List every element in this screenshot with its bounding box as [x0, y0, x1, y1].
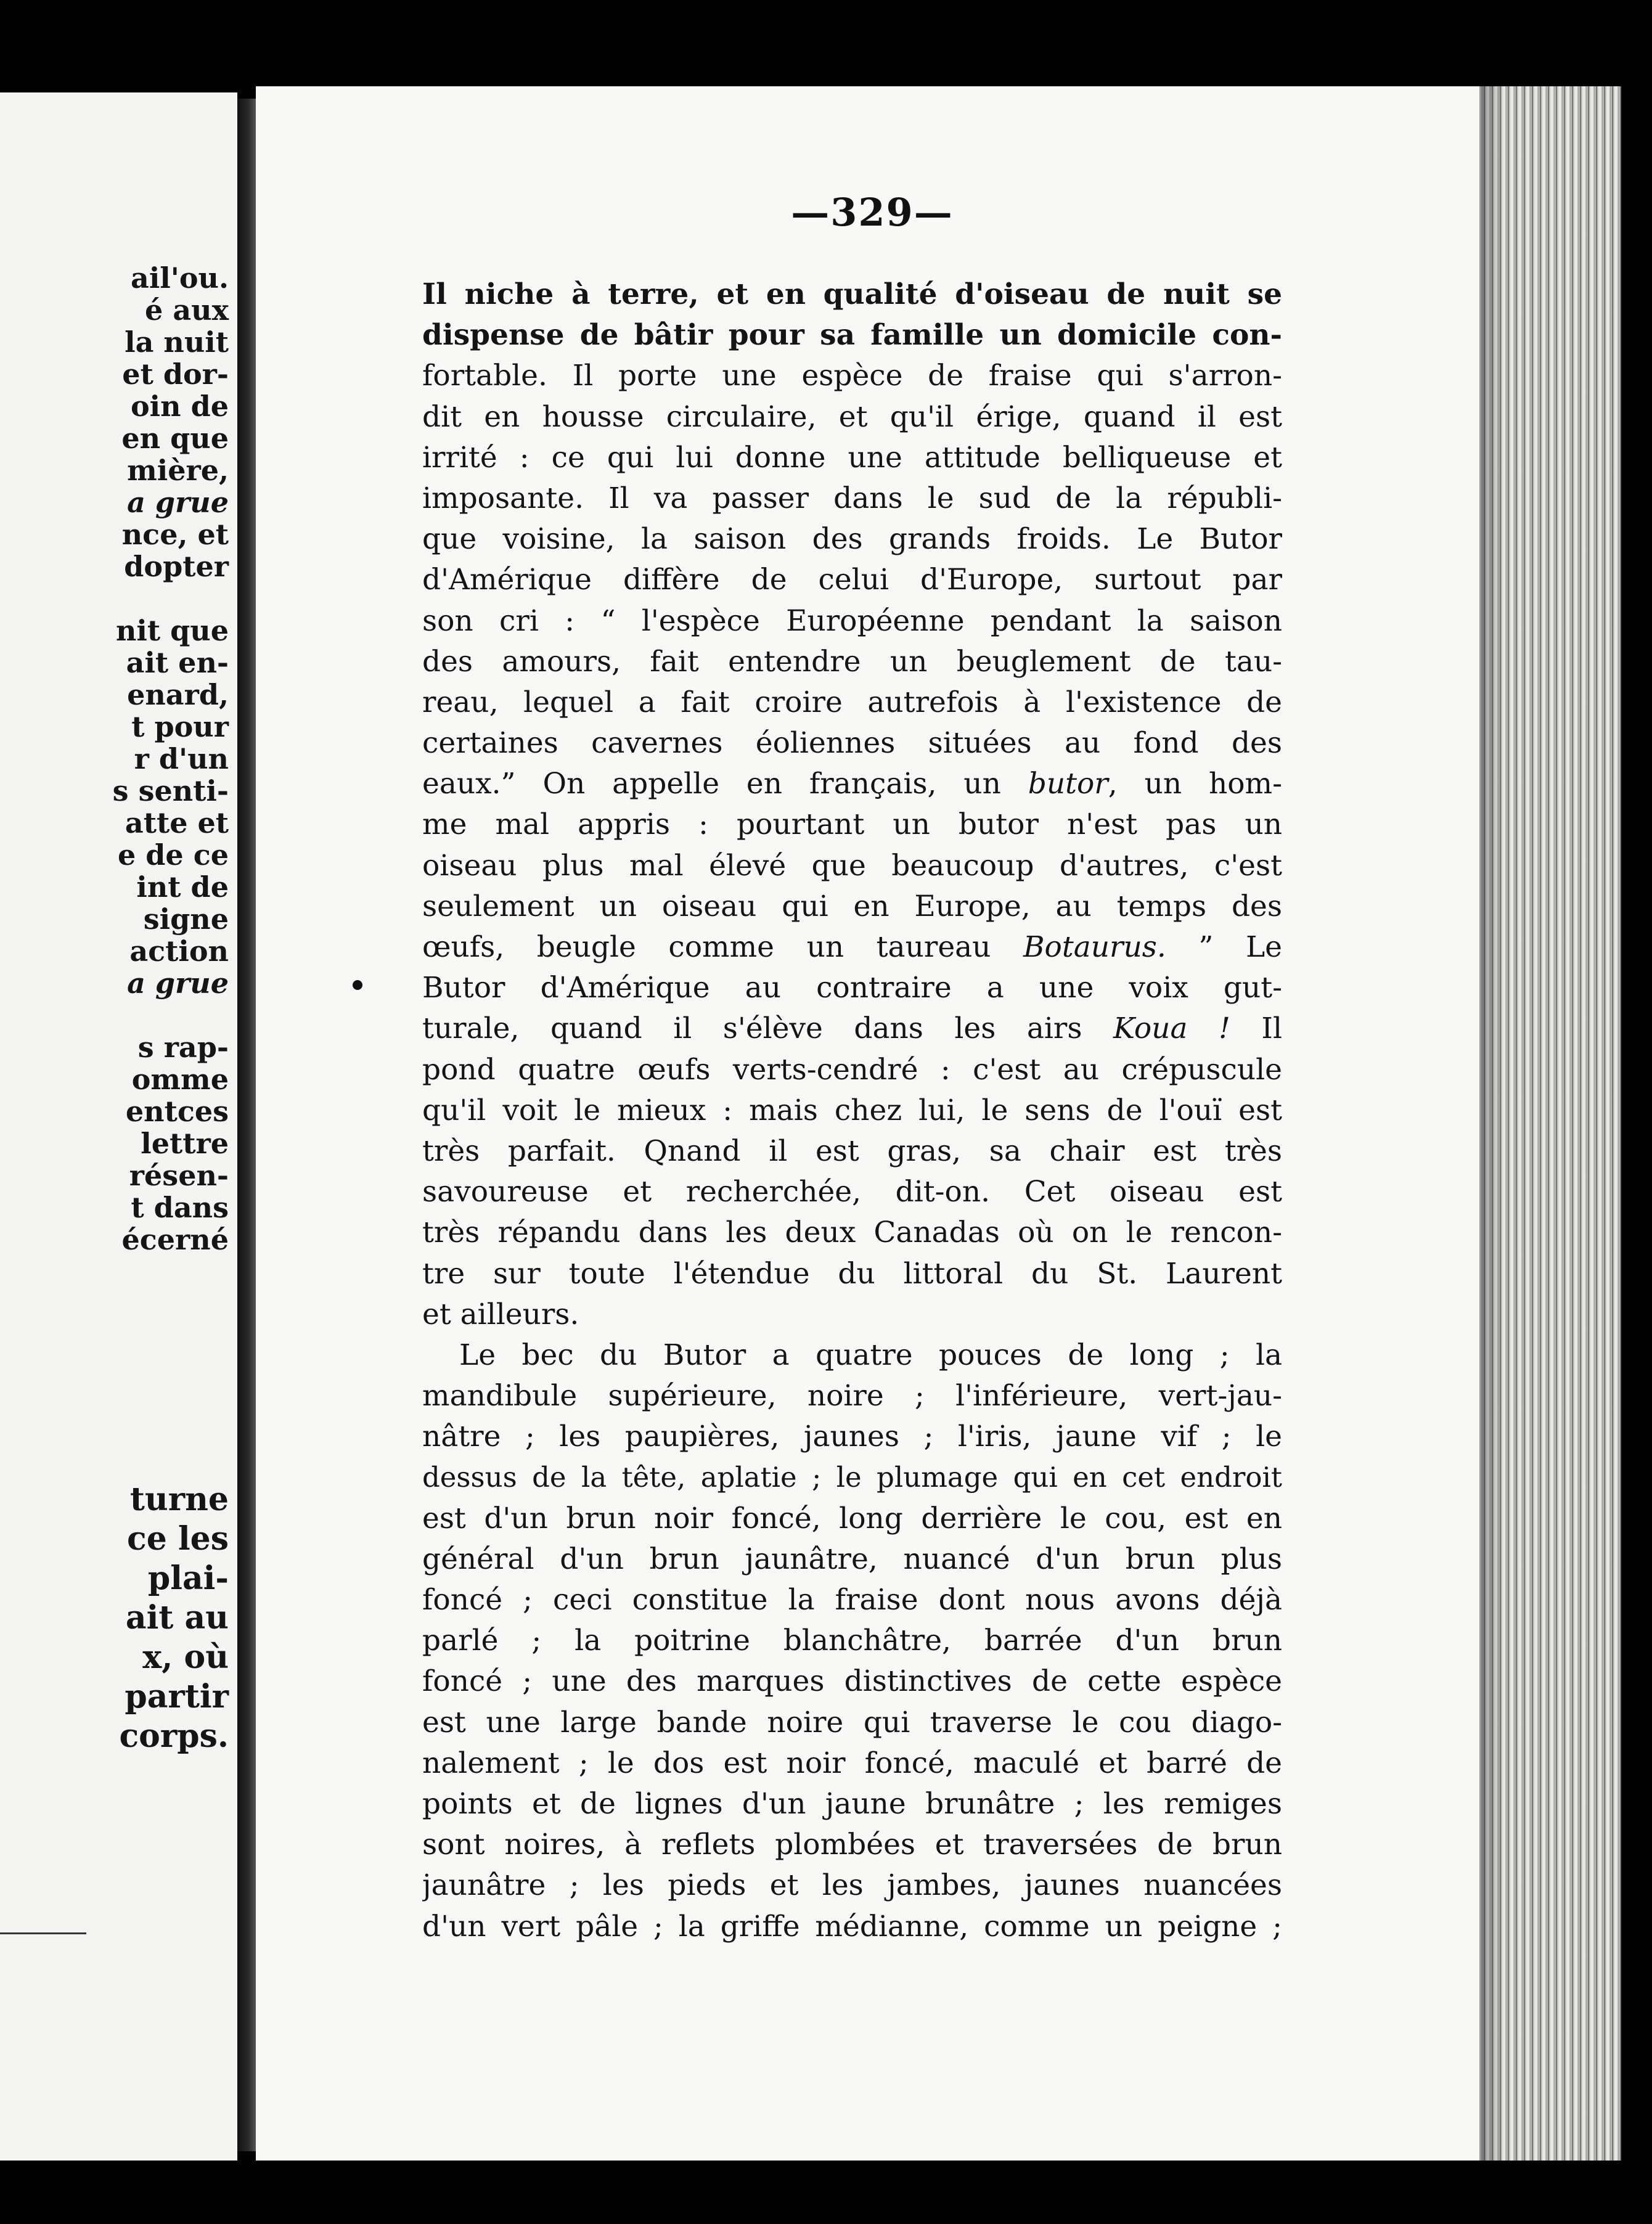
left-spacer [0, 1320, 229, 1352]
text-line: Il niche à terre, et en qualité d'oiseau de nuit se [422, 277, 1282, 311]
left-line: a grue [127, 967, 229, 1000]
left-spacer [0, 1352, 229, 1384]
left-line: dopter [124, 550, 229, 583]
text-line: fortable. Il porte une espèce de fraise qui s'arron- [422, 359, 1282, 393]
left-line: et dor- [122, 358, 229, 391]
text-line: dit en housse circulaire, et qu'il érige, quand il est [422, 399, 1282, 434]
left-line: lettre [141, 1127, 229, 1160]
left-line: x, où [142, 1638, 229, 1676]
left-spacer [0, 1384, 229, 1416]
left-line: écerné [121, 1223, 229, 1256]
text-line: général d'un brun jaunâtre, nuancé d'un brun plus [422, 1542, 1282, 1576]
left-line: ce les [127, 1520, 229, 1558]
text-line: Butor d'Amérique au contraire a une voix gut- [422, 971, 1282, 1005]
text-line: points et de lignes d'un jaune brunâtre ; les remiges [422, 1786, 1282, 1821]
text-line: d'un vert pâle ; la griffe médianne, comme un peigne ; [422, 1909, 1282, 1944]
text-line: est une large bande noire qui traverse le cou diago- [422, 1705, 1282, 1740]
left-line: int de [136, 870, 229, 904]
text-line: tre sur toute l'étendue du littoral du St. Laurent [422, 1256, 1282, 1291]
left-line: a grue [127, 486, 229, 519]
text-segment: eaux.” On appelle en français, un [422, 767, 1001, 801]
left-line: mière, [127, 454, 229, 487]
left-line: oin de [130, 390, 229, 423]
left-page-fragment [0, 92, 237, 2161]
text-line: dessus de la tête, aplatie ; le plumage qui en cet endroit [422, 1461, 1282, 1494]
text-line: foncé ; une des marques distinctives de cette espèce [422, 1664, 1282, 1699]
left-line: enard, [127, 678, 229, 711]
body-text [422, 274, 1282, 1947]
left-spacer [0, 1416, 229, 1448]
italic-word: Koua ! [1113, 1012, 1230, 1046]
text-line: me mal appris : pourtant un butor n'est pas un [422, 807, 1282, 842]
text-line-with-italic [422, 1008, 1282, 1049]
left-line: action [129, 934, 229, 968]
left-line: ait en- [126, 646, 229, 679]
text-line: d'Amérique diffère de celui d'Europe, surtout par [422, 563, 1282, 597]
footnote-rule [0, 1932, 86, 1934]
text-line: nalement ; le dos est noir foncé, maculé et barré de [422, 1746, 1282, 1780]
left-line: omme [131, 1063, 229, 1096]
italic-word: Botaurus. [1023, 930, 1166, 964]
left-line: la nuit [125, 325, 229, 359]
text-line: des amours, fait entendre un beuglement de tau- [422, 644, 1282, 679]
left-spacer [0, 1288, 229, 1320]
text-line: oiseau plus mal élevé que beaucoup d'autres, c'est [422, 848, 1282, 883]
text-line: nâtre ; les paupières, jaunes ; l'iris, jaune vif ; le [422, 1420, 1282, 1454]
text-line: certaines cavernes éoliennes situées au fond des [422, 726, 1282, 761]
left-line: é aux [145, 293, 229, 327]
italic-word: butor [1028, 767, 1108, 801]
page-number: —329— [791, 190, 954, 235]
left-spacer [0, 999, 229, 1031]
left-line: ait au [125, 1599, 229, 1637]
left-line: s rap- [137, 1031, 229, 1064]
text-line: irrité : ce qui lui donne une attitude belliqueuse et [422, 440, 1282, 475]
text-line-with-italic [422, 927, 1282, 968]
left-spacer [0, 1256, 229, 1288]
text-line: mandibule supérieure, noire ; l'inférieure, vert-jau- [422, 1379, 1282, 1413]
text-segment: œufs, beugle comme un taureau [422, 930, 991, 964]
left-spacer [0, 583, 229, 615]
text-line: très répandu dans les deux Canadas où on le rencon- [422, 1216, 1282, 1250]
left-line: t pour [131, 710, 229, 743]
text-segment: Il [1230, 1012, 1282, 1046]
book-gutter [237, 99, 256, 2151]
left-line: entces [125, 1095, 229, 1128]
text-line: qu'il voit le mieux : mais chez lui, le sens de l'ouï est [422, 1093, 1282, 1127]
left-line: r d'un [134, 742, 229, 775]
text-line: foncé ; ceci constitue la fraise dont nous avons déjà [422, 1583, 1282, 1617]
left-line: partir [125, 1678, 229, 1715]
left-line: s senti- [112, 774, 229, 807]
text-segment: ” Le [1166, 930, 1282, 964]
text-segment: , un hom- [1108, 767, 1282, 801]
left-line: signe [143, 902, 229, 936]
left-line: en que [121, 422, 229, 455]
left-line: résen- [129, 1159, 229, 1192]
text-line: que voisine, la saison des grands froids. Le Butor [422, 522, 1282, 557]
text-line: savoureuse et recherchée, dit-on. Cet oiseau est [422, 1175, 1282, 1209]
text-line: sont noires, à reflets plombées et traversées de brun [422, 1828, 1282, 1862]
text-line: son cri : “ l'espèce Européenne pendant la saison [422, 603, 1282, 638]
text-line: reau, lequel a fait croire autrefois à l'existence de [422, 685, 1282, 719]
text-line: jaunâtre ; les pieds et les jambes, jaunes nuancées [422, 1868, 1282, 1903]
left-line: nce, et [121, 518, 229, 551]
left-line: t dans [131, 1191, 229, 1224]
left-spacer [0, 1448, 229, 1480]
text-line: imposante. Il va passer dans le sud de la républi- [422, 481, 1282, 515]
text-line: seulement un oiseau qui en Europe, au temps des [422, 889, 1282, 923]
text-line: pond quatre œufs verts-cendré : c'est au crépuscule [422, 1052, 1282, 1087]
left-line: nit que [115, 614, 229, 647]
text-line: est d'un brun noir foncé, long derrière le cou, est en [422, 1501, 1282, 1535]
text-line: et ailleurs. [422, 1297, 579, 1331]
left-line: turne [129, 1481, 229, 1518]
left-line: e de ce [117, 838, 229, 872]
text-line: très parfait. Qnand il est gras, sa chair est très [422, 1134, 1282, 1168]
text-line-with-italic [422, 764, 1282, 804]
left-line: atte et [125, 806, 229, 840]
right-page [256, 86, 1489, 2161]
left-line: plai- [147, 1560, 229, 1597]
text-line: Le bec du Butor a quatre pouces de long ; la [459, 1338, 1282, 1372]
left-line: ail'ou. [131, 261, 229, 295]
fore-edge-shadow [1479, 86, 1504, 2161]
text-segment: turale, quand il s'élève dans les airs [422, 1012, 1082, 1046]
left-line: corps. [119, 1717, 229, 1755]
left-page-text [0, 262, 229, 1756]
margin-ink-dot [353, 980, 362, 990]
text-line: dispense de bâtir pour sa famille un domicile con- [422, 318, 1282, 353]
text-line: parlé ; la poitrine blanchâtre, barrée d'un brun [422, 1624, 1282, 1658]
